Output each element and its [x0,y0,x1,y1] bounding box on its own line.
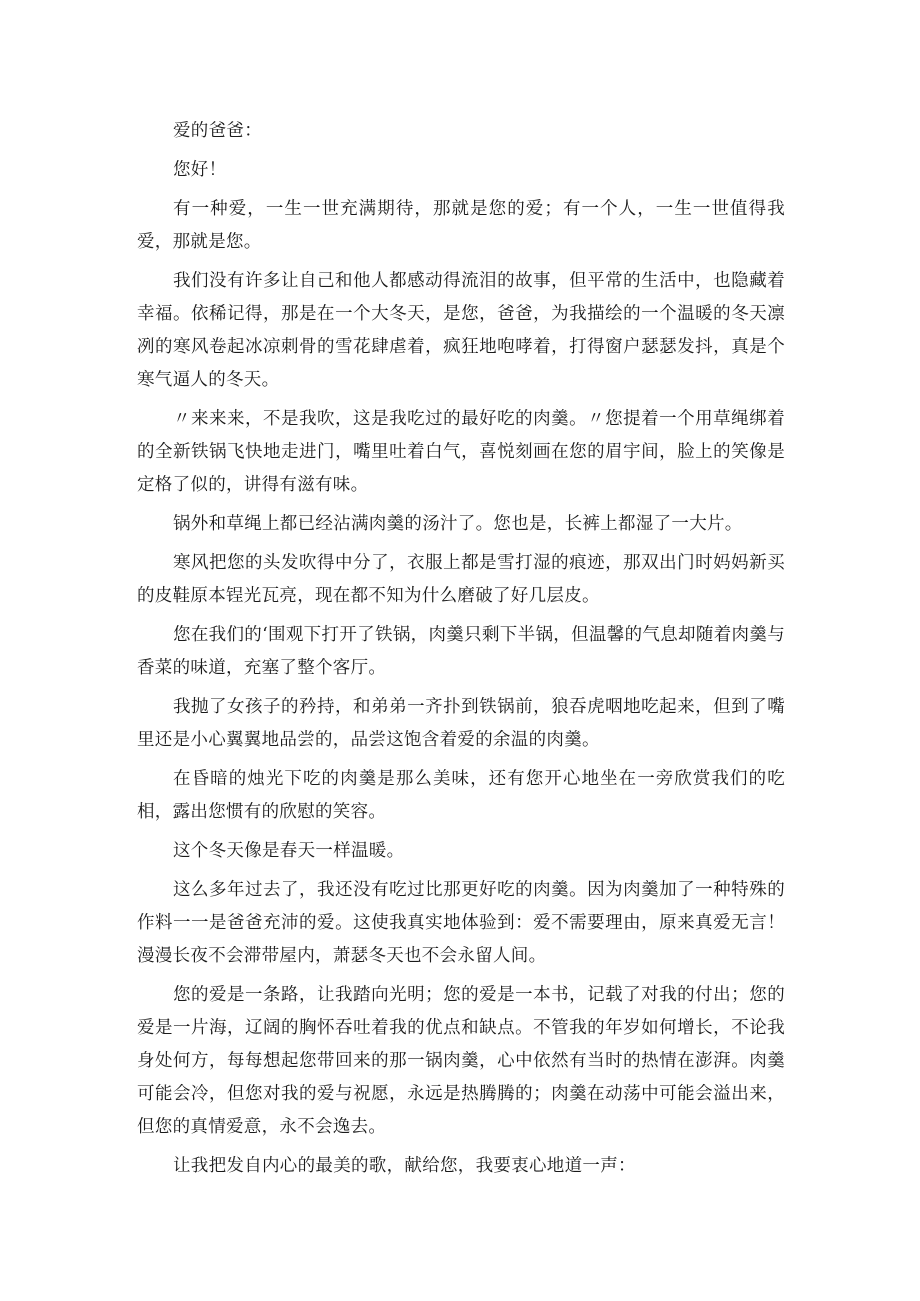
paragraph: 这个冬天像是春天一样温暖。 [173,841,405,861]
paragraph: 这么多年过去了，我还没有吃过比那更好吃的肉羹。因为肉羹加了一种特殊的作料一一是爸爸充沛的爱。这使我真实地体验到：爱不需要理由，原来真爱无言！漫漫长夜不会滞带屋内，萧瑟冬天也不会永留人间。 [137,880,785,966]
paragraph: 我们没有许多让自己和他人都感动得流泪的故事，但平常的生活中，也隐藏着幸福。依稀记得，那是在一个大冬天，是您，爸爸，为我描绘的一个温暖的冬天凛冽的寒风卷起冰凉刺骨的雪花肆虐着，疯狂地咆哮着，打得窗户瑟瑟发抖，真是个寒气逼人的冬天。 [137,271,785,390]
paragraph: 有一种爱，一生一世充满期待，那就是您的爱；有一个人，一生一世值得我爱，那就是您。 [137,199,785,252]
paragraph: 寒风把您的头发吹得中分了，衣服上都是雪打湿的痕迹，那双出门时妈妈新买的皮鞋原本锃光瓦亮，现在都不知为什么磨破了好几层皮。 [137,553,785,606]
paragraph: 让我把发自内心的最美的歌，献给您，我要衷心地道一声： [173,1156,636,1176]
paragraph: 您的爱是一条路，让我踏向光明；您的爱是一本书，记载了对我的付出；您的爱是一片海，辽阔的胸怀吞吐着我的优点和缺点。不管我的年岁如何增长，不论我身处何方，每每想起您带回来的那一锅肉羹，心中依然有当时的热情在澎湃。肉羹可能会冷，但您对我的爱与祝愿，永远是热腾腾的；肉羹在动荡中可能会溢出来，但您的真情爱意，永不会逸去。 [137,985,785,1137]
greeting: 您好！ [173,160,227,180]
paragraph: 我抛了女孩子的矜持，和弟弟一齐扑到铁锅前，狼吞虎咽地吃起来，但到了嘴里还是小心翼翼地品尝的，品尝这饱含着爱的余温的肉羹。 [137,697,785,750]
paragraph: 在昏暗的烛光下吃的肉羹是那么美味，还有您开心地坐在一旁欣赏我们的吃相，露出您惯有的欣慰的笑容。 [137,769,785,822]
paragraph: 〃来来来，不是我吹，这是我吃过的最好吃的肉羹。〃您提着一个用草绳绑着的全新铁锅飞快地走进门，嘴里吐着白气，喜悦刻画在您的眉宇间，脸上的笑像是定格了似的，讲得有滋有味。 [137,409,785,495]
paragraph: 您在我们的‘围观下打开了铁锅，肉羹只剩下半锅，但温馨的气息却随着肉羹与香菜的味道，充塞了整个客厅。 [137,625,785,678]
salutation: 爱的爸爸： [173,121,262,141]
letter-body [137,115,785,1189]
paragraph: 锅外和草绳上都已经沾满肉羹的汤汁了。您也是，长裤上都湿了一大片。 [173,514,743,534]
